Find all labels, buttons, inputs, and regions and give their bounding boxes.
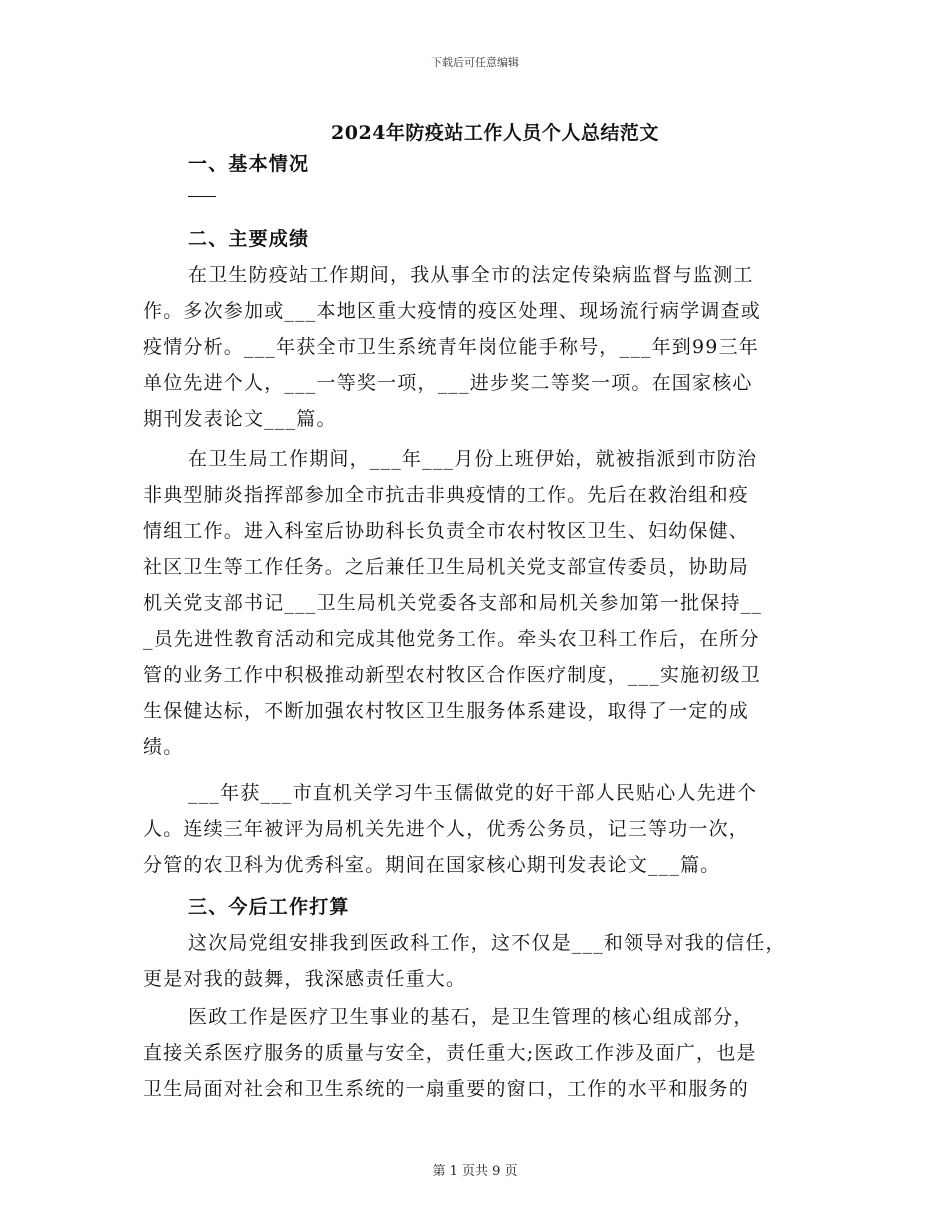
blank-underline bbox=[188, 196, 216, 197]
paragraph-line: 社区卫生等工作任务。之后兼任卫生局机关党支部宣传委员，协助局 bbox=[143, 556, 750, 578]
paragraph-line: 生保健达标，不断加强农村牧区卫生服务体系建设，取得了一定的成 bbox=[143, 700, 750, 722]
section-heading-basic-info: 一、基本情况 bbox=[188, 153, 310, 175]
paragraph-line: 更是对我的鼓舞，我深感责任重大。 bbox=[143, 968, 467, 990]
paragraph-line: 单位先进个人，___一等奖一项，___进步奖二等奖一项。在国家核心 bbox=[143, 372, 753, 394]
paragraph-line: 这次局党组安排我到医政科工作，这不仅是___和领导对我的信任， bbox=[188, 932, 786, 954]
paragraph-line: 期刊发表论文___篇。 bbox=[143, 408, 337, 430]
paragraph-line: 机关党支部书记___卫生局机关党委各支部和局机关参加第一批保持__ bbox=[143, 592, 763, 614]
paragraph-line: 医政工作是医疗卫生事业的基石，是卫生管理的核心组成部分， bbox=[188, 1006, 754, 1028]
paragraph-line: 绩。 bbox=[143, 736, 184, 758]
paragraph-line: 疫情分析。___年获全市卫生系统青年岗位能手称号，___年到99三年 bbox=[143, 336, 759, 358]
paragraph-line: 非典型肺炎指挥部参加全市抗击非典疫情的工作。先后在救治组和疫 bbox=[143, 484, 750, 506]
paragraph-line: 管的业务工作中积极推动新型农村牧区合作医疗制度，___实施初级卫 bbox=[143, 664, 761, 686]
document-title: 2024年防疫站工作人员个人总结范文 bbox=[331, 122, 659, 144]
paragraph-line: 在卫生防疫站工作期间，我从事全市的法定传染病监督与监测工 bbox=[188, 264, 754, 286]
paragraph-line: 分管的农卫科为优秀科室。期间在国家核心期刊发表论文___篇。 bbox=[143, 854, 721, 876]
page-number: 第 1 页共 9 页 bbox=[432, 1164, 518, 1179]
page-header-note: 下载后可任意编辑 bbox=[431, 56, 519, 69]
paragraph-line: 作。多次参加或___本地区重大疫情的疫区处理、现场流行病学调查或 bbox=[143, 300, 761, 322]
paragraph-line: 直接关系医疗服务的质量与安全，责任重大;医政工作涉及面广，也是 bbox=[143, 1042, 757, 1064]
paragraph-line: 人。连续三年被评为局机关先进个人，优秀公务员，记三等功一次， bbox=[143, 818, 750, 840]
section-heading-achievements: 二、主要成绩 bbox=[188, 228, 310, 250]
paragraph-line: 在卫生局工作期间，___年___月份上班伊始，就被指派到市防治 bbox=[188, 448, 758, 470]
paragraph-line: 卫生局面对社会和卫生系统的一扇重要的窗口，工作的水平和服务的 bbox=[143, 1078, 750, 1100]
paragraph-line: 情组工作。进入科室后协助科长负责全市农村牧区卫生、妇幼保健、 bbox=[143, 520, 750, 542]
section-heading-future-plans: 三、今后工作打算 bbox=[188, 896, 350, 918]
paragraph-line: _员先进性教育活动和完成其他党务工作。牵头农卫科工作后，在所分 bbox=[143, 628, 760, 650]
paragraph-line: ___年获___市直机关学习牛玉儒做党的好干部人民贴心人先进个 bbox=[188, 782, 758, 804]
